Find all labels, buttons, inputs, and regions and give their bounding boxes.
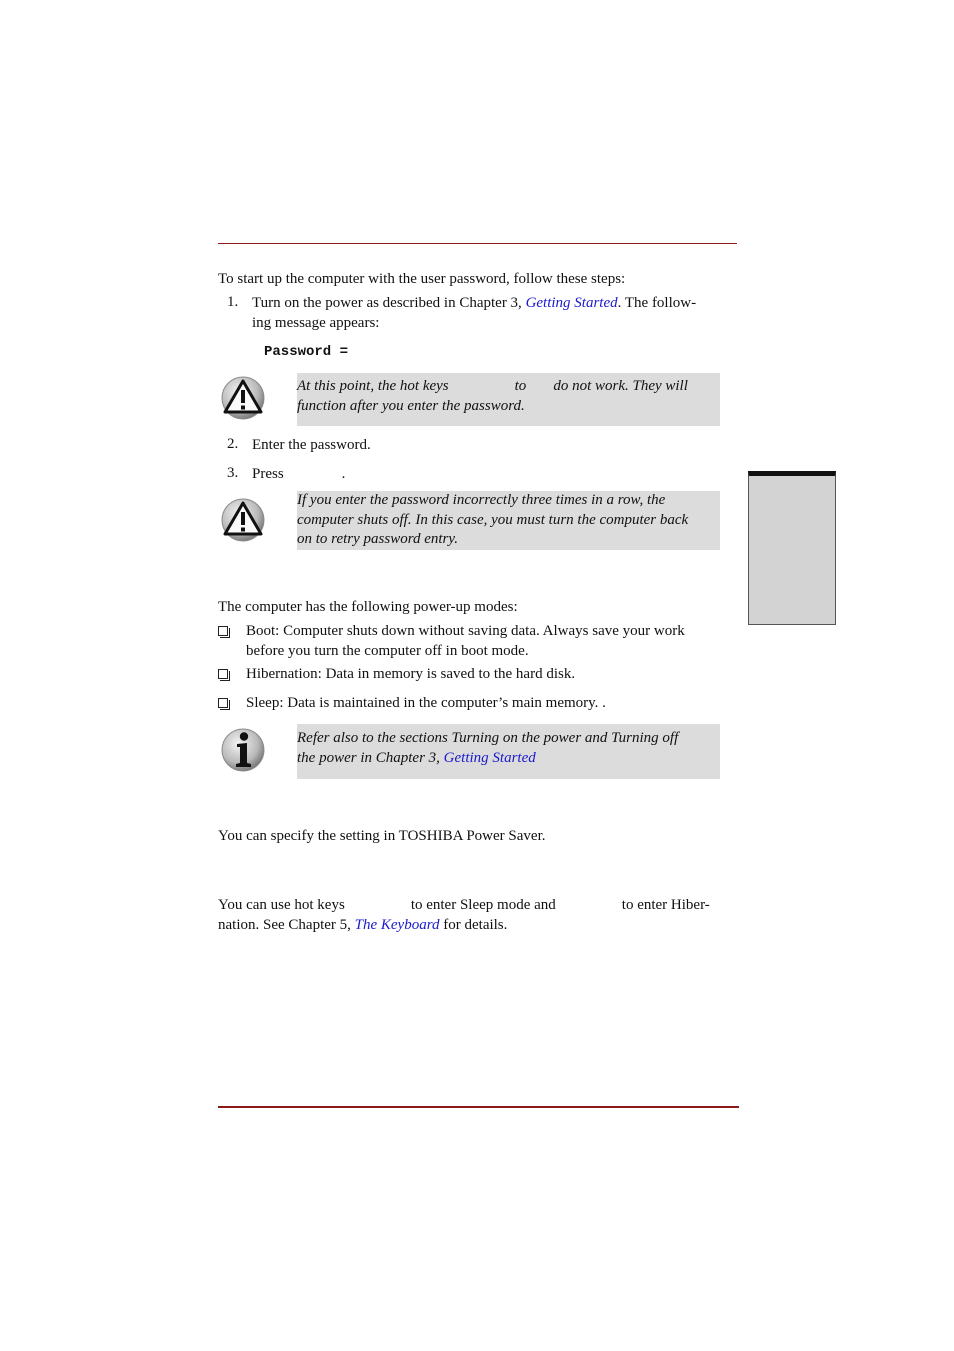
note-refer: Refer also to the sections Turning on the power and Turning off the power in Chapter 3, Getting Started <box>297 724 720 779</box>
note-hotkeys: At this point, the hot keys to do not work. They will function after you enter the password. <box>297 373 720 426</box>
modes-intro: The computer has the following power-up modes: <box>218 599 518 615</box>
step-1-text: Turn on the power as described in Chapter 3, Getting Started. The follow- ing message appears: <box>252 295 697 331</box>
footer-rule <box>218 1106 739 1108</box>
getting-started-link[interactable]: Getting Started <box>443 749 536 766</box>
getting-started-link[interactable]: Getting Started <box>525 295 618 311</box>
step-1-number: 1. <box>227 294 239 310</box>
mode-boot: Boot: Computer shuts down without saving data. Always save your work before you turn the computer off in boot mode. <box>246 623 685 659</box>
chapter-tab <box>748 471 836 625</box>
step-3-text: Press . <box>252 466 346 482</box>
bullet-box <box>218 669 228 679</box>
info-icon <box>220 727 266 773</box>
step-2-text: Enter the password. <box>252 437 371 453</box>
mode-sleep: Sleep: Data is maintained in the computer’s main memory. . <box>246 695 606 711</box>
bullet-box <box>218 626 228 636</box>
intro-text: To start up the computer with the user password, follow these steps: <box>218 271 626 287</box>
password-prompt: Password = <box>264 344 349 360</box>
step-3-number: 3. <box>227 465 239 481</box>
header-rule <box>218 243 737 244</box>
bullet-box <box>218 698 228 708</box>
warning-icon <box>220 497 266 543</box>
step-2-number: 2. <box>227 436 239 452</box>
warning-icon <box>220 375 266 421</box>
the-keyboard-link[interactable]: The Keyboard <box>354 916 440 933</box>
note-incorrect-password: If you enter the password incorrectly three times in a row, the computer shuts off. In this case, you must turn the computer back on to retry password entry. <box>297 491 720 550</box>
hotkeys-paragraph: You can use hot keys to enter Sleep mode and to enter Hiber- nation. See Chapter 5, The Keyboard for details. <box>218 897 710 933</box>
power-saver-text: You can specify the setting in TOSHIBA Power Saver. <box>218 828 546 844</box>
mode-hibernation: Hibernation: Data in memory is saved to the hard disk. <box>246 666 576 682</box>
